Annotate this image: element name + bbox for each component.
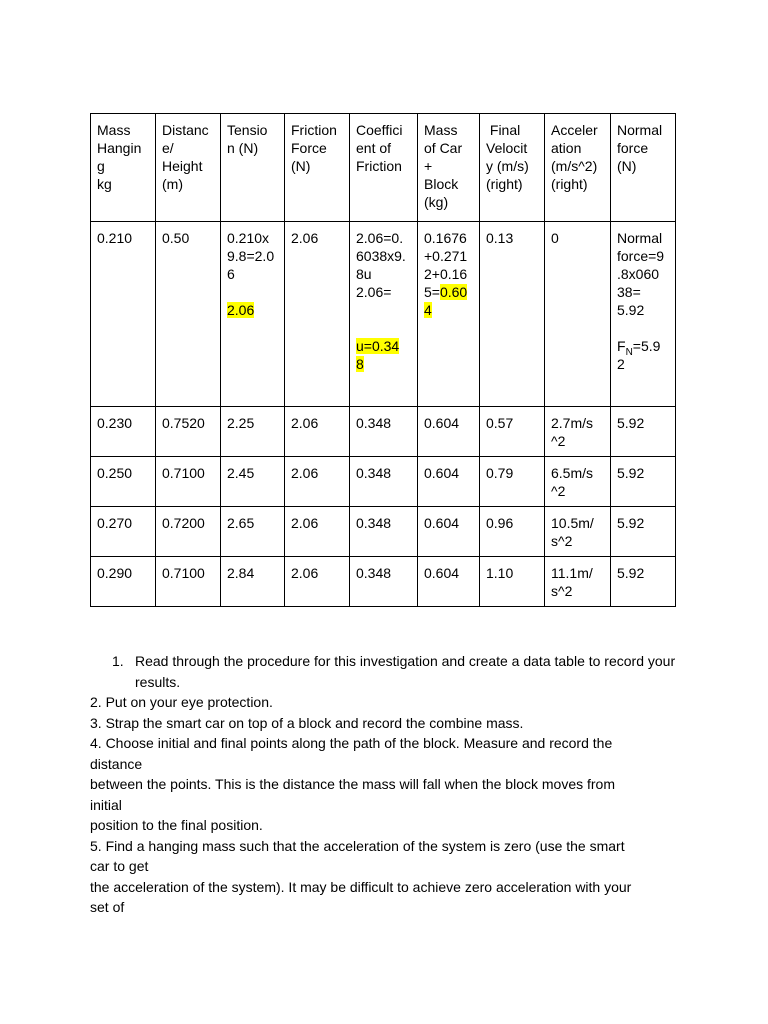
table-cell: 2.25: [221, 407, 285, 457]
table-cell: 0.250: [91, 457, 156, 507]
mass-car-highlight: 0.60 4: [424, 284, 468, 318]
table-cell: 0.7200: [156, 507, 221, 557]
instruction-line: distance: [90, 755, 143, 772]
cell-final-velocity: 0.13: [480, 222, 545, 407]
table-cell: 0.290: [91, 557, 156, 607]
table-cell: 0.270: [91, 507, 156, 557]
column-header: Final Velocit y (m/s) (right): [480, 114, 545, 222]
column-header: Mass Hangin g kg: [91, 114, 156, 222]
table-cell: 0.7100: [156, 557, 221, 607]
column-header: Acceler ation (m/s^2) (right): [545, 114, 611, 222]
table-cell: 0.348: [350, 457, 418, 507]
cell-coefficient: [350, 222, 418, 407]
column-header: Friction Force (N): [285, 114, 350, 222]
table-row: [91, 407, 676, 457]
table-cell: 2.45: [221, 457, 285, 507]
table-cell: 10.5m/ s^2: [545, 507, 611, 557]
cell-mass-car: [418, 222, 480, 407]
column-header: Mass of Car + Block (kg): [418, 114, 480, 222]
table-cell: 2.7m/s ^2: [545, 407, 611, 457]
column-header: Coeffici ent of Friction: [350, 114, 418, 222]
table-cell: 0.604: [418, 507, 480, 557]
table-cell: 2.06: [285, 457, 350, 507]
coeff-calc: 2.06=0. 6038x9. 8u 2.06=: [356, 230, 406, 300]
table-cell: 0.604: [418, 457, 480, 507]
cell-mass-hanging: 0.210: [91, 222, 156, 407]
cell-normal-force: [611, 222, 676, 407]
instruction-line: initial: [90, 796, 122, 813]
table-cell: 0.7520: [156, 407, 221, 457]
instruction-line: set of: [90, 899, 125, 915]
table-cell: 6.5m/s ^2: [545, 457, 611, 507]
table-cell: 11.1m/ s^2: [545, 557, 611, 607]
fn-value: =5.9 2: [617, 338, 661, 372]
table-cell: 5.92: [611, 407, 676, 457]
mass-car-calc: 0.1676 +0.271 2+0.16 5=: [424, 230, 468, 300]
cell-acceleration: 0: [545, 222, 611, 407]
table-cell: 0.79: [480, 457, 545, 507]
table-cell: 2.06: [285, 407, 350, 457]
table-cell: 0.604: [418, 557, 480, 607]
column-header: Tensio n (N): [221, 114, 285, 222]
table-cell: 2.06: [285, 507, 350, 557]
data-table: [90, 113, 676, 607]
instruction-line: 5. Find a hanging mass such that the acceleration of the system is zero (use the smart: [90, 837, 625, 854]
table-row: [91, 457, 676, 507]
normal-calc: Normal force=9 .8x060 38= 5.92: [617, 230, 665, 318]
table-cell: 0.348: [350, 557, 418, 607]
cell-tension: [221, 222, 285, 407]
column-header: Distanc e/ Height (m): [156, 114, 221, 222]
table-cell: 1.10: [480, 557, 545, 607]
cell-friction-force: 2.06: [285, 222, 350, 407]
fn-subscript: N: [625, 346, 633, 358]
table-cell: 0.348: [350, 507, 418, 557]
list-item-text: Read through the procedure for this investigation and create a data table to record your results.: [135, 653, 676, 690]
table-cell: 2.65: [221, 507, 285, 557]
instruction-line: 3. Strap the smart car on top of a block and record the combine mass.: [90, 714, 524, 731]
instruction-line: car to get: [90, 858, 149, 874]
table-cell: 0.230: [91, 407, 156, 457]
table-cell: 0.604: [418, 407, 480, 457]
table-cell: 0.96: [480, 507, 545, 557]
tension-highlight: 2.06: [227, 302, 255, 318]
list-number: 1.: [112, 653, 124, 669]
instructions: [90, 651, 680, 918]
tension-calc: 0.210x 9.8=2.0 6: [227, 230, 275, 282]
list-item: [90, 651, 680, 692]
fn-symbol: F: [617, 338, 626, 354]
table-row: [91, 557, 676, 607]
table-row: [91, 507, 676, 557]
coeff-highlight: u=0.34 8: [356, 338, 400, 372]
instruction-line: the acceleration of the system). It may be difficult to achieve zero acceleration with your: [90, 878, 632, 895]
table-cell: 5.92: [611, 457, 676, 507]
cell-distance: 0.50: [156, 222, 221, 407]
table-cell: 0.57: [480, 407, 545, 457]
instruction-line: position to the final position.: [90, 817, 263, 833]
table-cell: 5.92: [611, 507, 676, 557]
column-header: Normal force (N): [611, 114, 676, 222]
instruction-lines: [90, 692, 680, 918]
instruction-line: between the points. This is the distance the mass will fall when the block moves from: [90, 776, 615, 792]
table-cell: 2.84: [221, 557, 285, 607]
table-header-row: [91, 114, 676, 222]
instruction-line: 2. Put on your eye protection.: [90, 694, 273, 710]
table-cell: 5.92: [611, 557, 676, 607]
instruction-line: 4. Choose initial and final points along the path of the block. Measure and record the: [90, 735, 613, 751]
table-cell: 2.06: [285, 557, 350, 607]
table-row: [91, 222, 676, 407]
table-cell: 0.348: [350, 407, 418, 457]
table-cell: 0.7100: [156, 457, 221, 507]
